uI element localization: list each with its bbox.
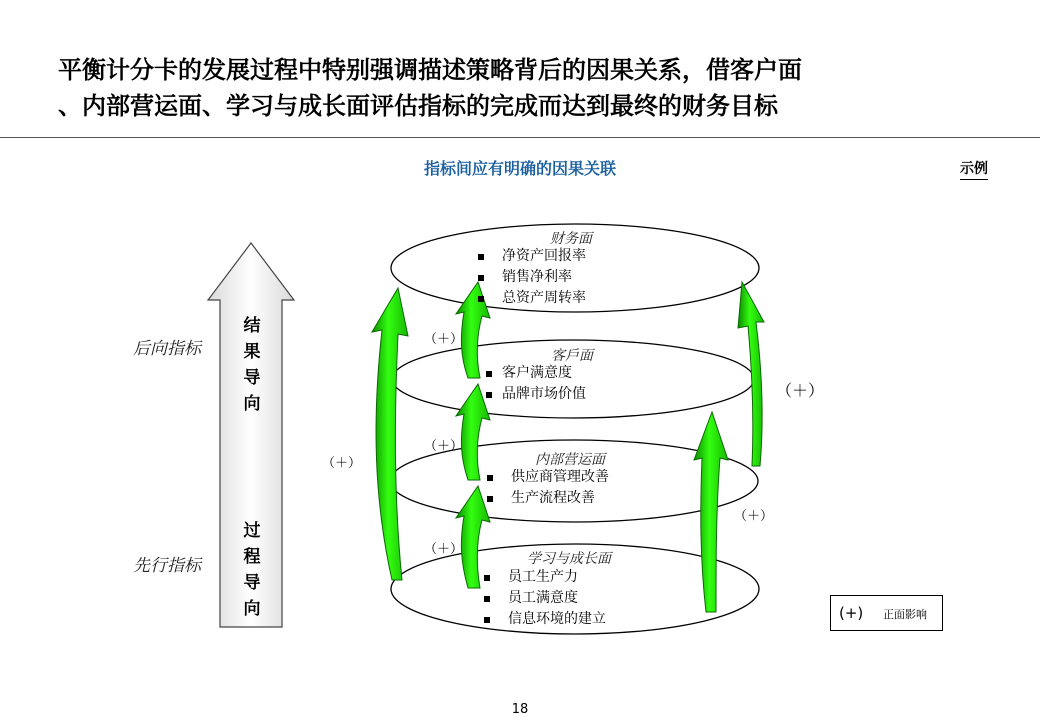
green-arrow-right-outer — [738, 282, 764, 466]
positive-effect-label: （＋） — [424, 439, 464, 454]
green-arrow-inner-mid — [456, 384, 490, 480]
internal-level-title: 内部营运面 — [535, 452, 605, 468]
list-item: 品牌市场价值 — [486, 384, 586, 405]
positive-effect-label: （＋） — [424, 542, 464, 557]
page-number: 18 — [511, 702, 529, 717]
customer-level-title: 客戶面 — [551, 348, 593, 364]
legend-symbol: (+) — [839, 604, 864, 622]
legend-box — [830, 595, 943, 631]
financial-level-title: 财务面 — [550, 231, 592, 247]
list-item: 客户满意度 — [486, 363, 586, 384]
learning-level-title: 学习与成长面 — [527, 551, 611, 567]
list-item: 员工满意度 — [484, 588, 606, 609]
list-item: 总资产周转率 — [478, 288, 586, 309]
list-item: 生产流程改善 — [487, 488, 609, 509]
example-label: 示例 — [960, 158, 988, 180]
green-arrow-right-inner — [694, 412, 728, 612]
positive-effect-label: （＋） — [322, 456, 362, 471]
legend-text: 正面影响 — [883, 608, 927, 621]
green-arrow-left-outer — [372, 288, 408, 580]
list-item: 员工生产力 — [484, 567, 606, 588]
positive-effect-label: （＋） — [776, 381, 825, 400]
diagram-subtitle: 指标间应有明确的因果关联 — [423, 159, 616, 178]
customer-level-list — [486, 363, 586, 405]
result-oriented-text: 结 果 导 向 — [243, 316, 261, 414]
lagging-indicator-label: 后向指标 — [133, 339, 201, 359]
internal-level-list — [487, 467, 609, 509]
leading-indicator-label: 先行指标 — [133, 556, 201, 576]
list-item: 净资产回报率 — [478, 246, 586, 267]
learning-level-list — [484, 567, 606, 630]
financial-level-list — [478, 246, 586, 309]
list-item: 供应商管理改善 — [487, 467, 609, 488]
positive-effect-label: （＋） — [424, 332, 464, 347]
list-item: 信息环境的建立 — [484, 609, 606, 630]
page-title-line1: 平衡计分卡的发展过程中特别强调描述策略背后的因果关系，借客户面 — [58, 56, 802, 84]
process-oriented-text: 过 程 导 向 — [243, 521, 261, 619]
positive-effect-label: （＋） — [734, 509, 774, 524]
page-title-line2: 、内部营运面、学习与成长面评估指标的完成而达到最终的财务目标 — [58, 92, 778, 120]
list-item: 销售净利率 — [478, 267, 586, 288]
